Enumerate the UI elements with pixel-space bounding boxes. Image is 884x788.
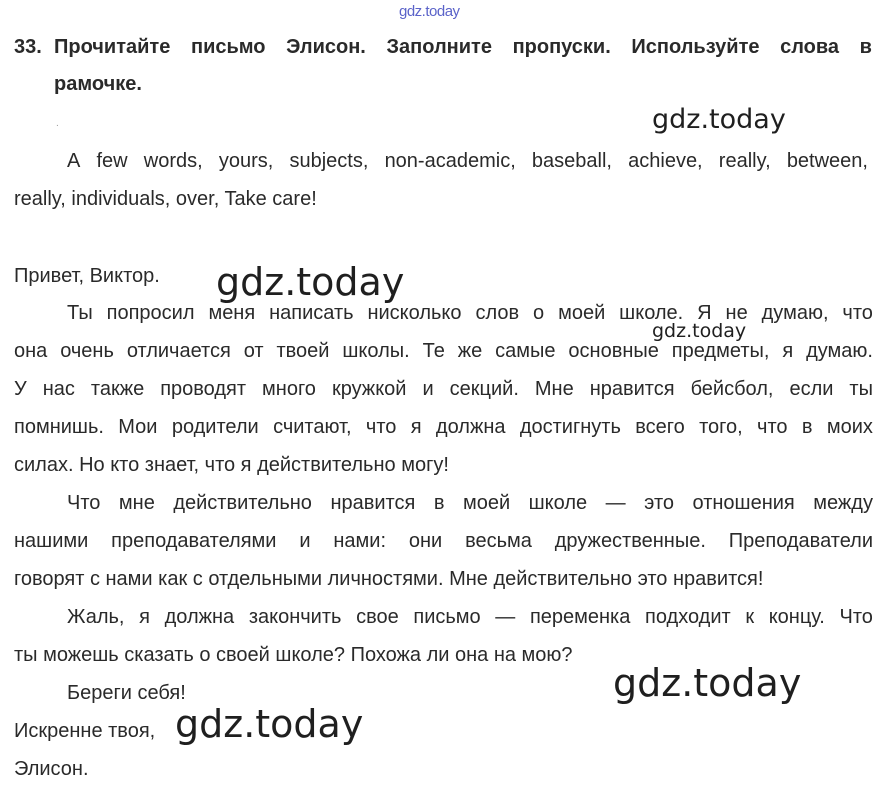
word: Преподаватели (728, 530, 873, 552)
word: в (859, 36, 872, 58)
word: between, (786, 150, 868, 172)
task-instruction-line-1 (54, 36, 872, 59)
word: родители (171, 416, 259, 438)
watermark-5: gdz.today (175, 702, 364, 746)
word: школы. (342, 340, 410, 362)
letter-p2-line-2 (14, 529, 873, 553)
word: должна (164, 606, 235, 628)
word: Прочитайте (54, 36, 171, 58)
word: Мне (534, 378, 574, 400)
word: твоей (276, 340, 330, 362)
word: few (96, 150, 128, 172)
word: — (605, 492, 626, 514)
word: от (243, 340, 264, 362)
word-box-line-1 (67, 149, 868, 173)
word: весьма (465, 530, 532, 552)
word: что (757, 416, 788, 438)
word: кружкой (331, 378, 407, 400)
word: non-academic, (384, 150, 516, 172)
word: бейсбол, (690, 378, 774, 400)
word: не (725, 302, 748, 324)
word: написать (269, 302, 354, 324)
word: думаю, (761, 302, 829, 324)
word: achieve, (628, 150, 703, 172)
word: того, (699, 416, 743, 438)
letter-p2-line-3: говорят с нами как с отдельными личностями. Мне действительно это нравится! (14, 568, 764, 590)
word: много (262, 378, 316, 400)
word: пропуски. (512, 36, 611, 58)
letter-p2-line-1 (67, 491, 873, 515)
letter-signature-line-2: Элисон. (14, 758, 89, 780)
letter-closing: Береги себя! (67, 682, 186, 704)
word: и (422, 378, 434, 400)
word: о (533, 302, 545, 324)
word: в (433, 492, 445, 514)
letter-signature-line-1: Искренне твоя, (14, 720, 156, 742)
word: закончить (248, 606, 342, 628)
word: что (842, 302, 873, 324)
watermark-2: gdz.today (216, 260, 405, 304)
task-instruction-line-2: рамочке. (54, 73, 142, 95)
word: Что (839, 606, 873, 628)
word: нами: (333, 530, 387, 552)
word: моей (558, 302, 606, 324)
stray-dot: . (56, 118, 59, 129)
word: words, (143, 150, 203, 172)
word: подходит (645, 606, 731, 628)
word: моей (462, 492, 511, 514)
word: У (14, 378, 27, 400)
word: школе. (619, 302, 684, 324)
word: нравится (330, 492, 416, 514)
word: Заполните (386, 36, 492, 58)
word: секций. (449, 378, 519, 400)
word: — (495, 606, 516, 628)
word: я (410, 416, 422, 438)
word: самые (495, 340, 556, 362)
word: в (801, 416, 813, 438)
word: Ты (67, 302, 93, 324)
word: помнишь. (14, 416, 104, 438)
word: really, (718, 150, 771, 172)
word: мне (118, 492, 155, 514)
word: проводят (160, 378, 247, 400)
word: отношения (692, 492, 795, 514)
word: A (67, 150, 81, 172)
word: очень (60, 340, 114, 362)
letter-p1-line-4 (14, 415, 873, 439)
word: слов (475, 302, 520, 324)
letter-p1-line-5: силах. Но кто знает, что я действительно могу! (14, 454, 449, 476)
watermark-1: gdz.today (652, 104, 786, 135)
word: достигнуть (519, 416, 621, 438)
letter-p3-line-2: ты можешь сказать о своей школе? Похожа ли она на мою? (14, 644, 573, 666)
word: моих (826, 416, 873, 438)
word: нашими (14, 530, 89, 552)
word: Мои (118, 416, 158, 438)
word: между (813, 492, 873, 514)
watermark-4: gdz.today (613, 661, 802, 705)
word: действительно (173, 492, 312, 514)
word-box-line-2: really, individuals, over, Take care! (14, 188, 317, 210)
word: должна (435, 416, 506, 438)
letter-p1-line-1 (67, 301, 873, 325)
letter-p1-line-2 (14, 339, 873, 363)
word: дружественные. (554, 530, 706, 552)
word: концу. (768, 606, 825, 628)
word: baseball, (531, 150, 612, 172)
word: она (14, 340, 48, 362)
word: письмо (190, 36, 266, 58)
word: yours, (218, 150, 274, 172)
word: нас (42, 378, 75, 400)
word: также (90, 378, 145, 400)
word: к (745, 606, 755, 628)
word: школе (528, 492, 588, 514)
word: Элисон. (286, 36, 366, 58)
word: переменка (529, 606, 631, 628)
word: Я (697, 302, 712, 324)
word: нравится (589, 378, 675, 400)
word: они (408, 530, 443, 552)
word: что (365, 416, 397, 438)
word: предметы, (671, 340, 770, 362)
word: письмо (413, 606, 481, 628)
word: и (299, 530, 311, 552)
word: Что (67, 492, 101, 514)
letter-p3-line-1 (67, 605, 873, 629)
word: попросил (106, 302, 195, 324)
word: слова (780, 36, 840, 58)
word: отличается (126, 340, 231, 362)
word: свое (356, 606, 399, 628)
word: это (644, 492, 674, 514)
word: subjects, (289, 150, 369, 172)
word: меня (208, 302, 256, 324)
word: всего (635, 416, 685, 438)
watermark-3: gdz.today (652, 320, 747, 342)
watermark-top: gdz.today (399, 3, 460, 20)
word: если (789, 378, 834, 400)
letter-p1-line-3 (14, 377, 873, 401)
letter-greeting: Привет, Виктор. (14, 265, 160, 287)
word: Жаль, (67, 606, 125, 628)
word: Те (422, 340, 445, 362)
word: думаю. (806, 340, 873, 362)
word: Используйте (631, 36, 760, 58)
word: я (139, 606, 150, 628)
word: основные (568, 340, 659, 362)
word: ты (849, 378, 873, 400)
word: преподавателями (111, 530, 277, 552)
word: считают, (273, 416, 352, 438)
word: нисколько (367, 302, 462, 324)
word: я (782, 340, 794, 362)
word: же (457, 340, 483, 362)
task-number: 33. (14, 36, 42, 58)
